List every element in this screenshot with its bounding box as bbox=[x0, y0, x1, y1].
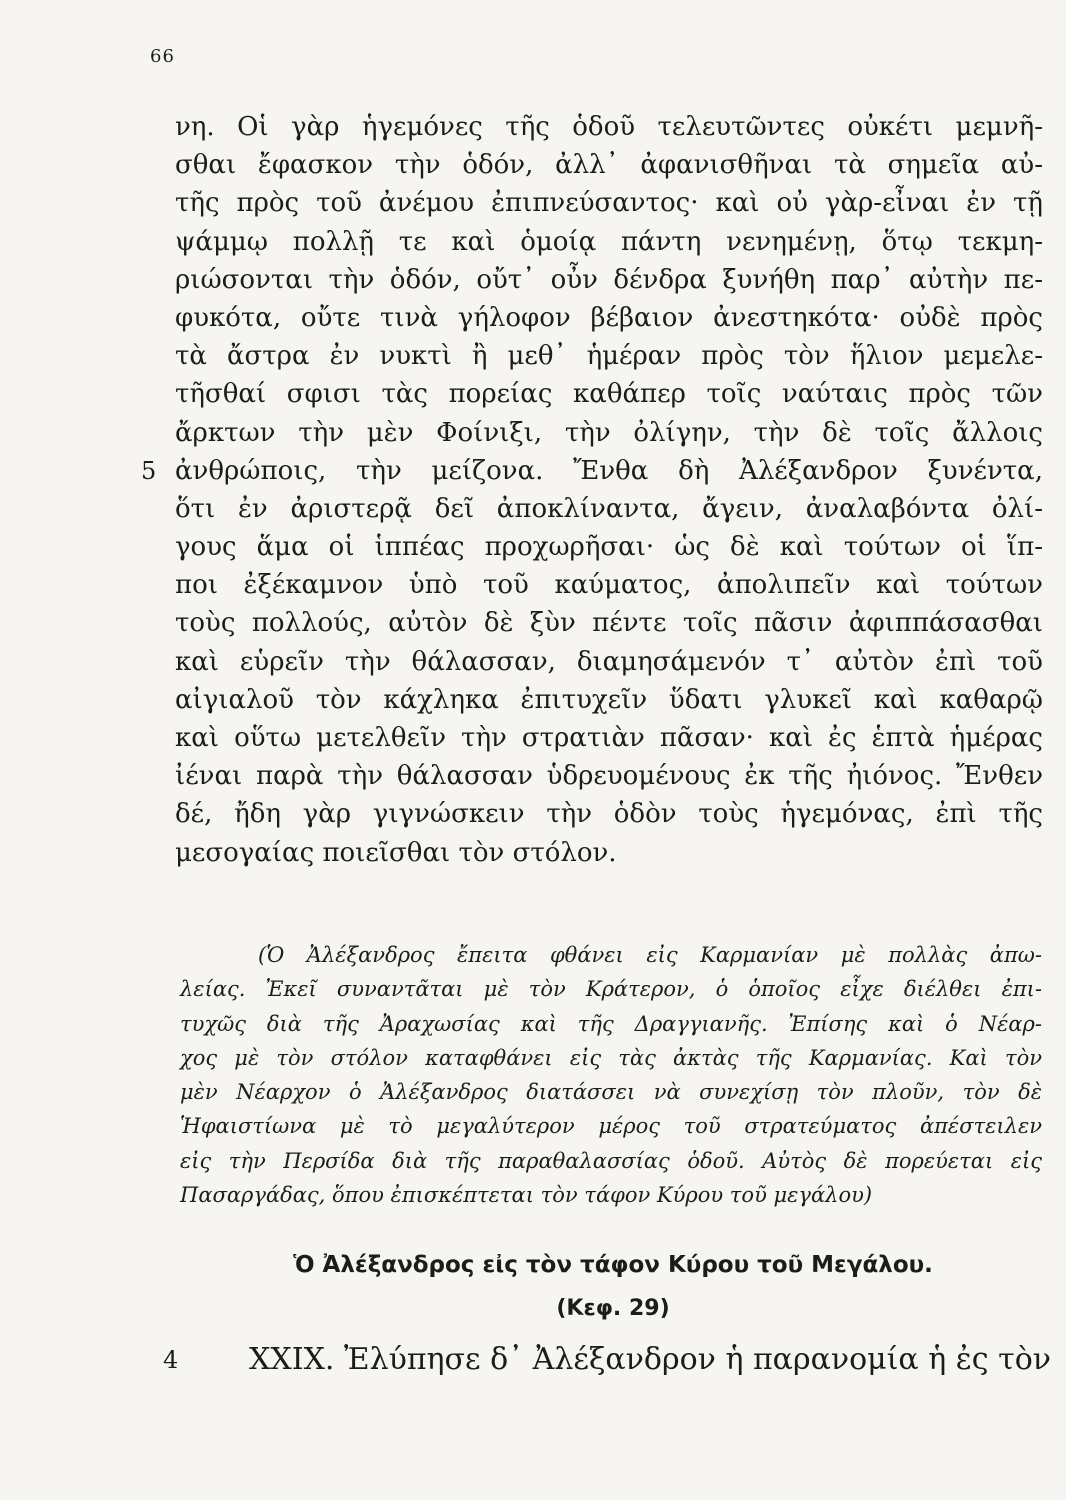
text-line: τῆσθαί σφισι τὰς πορείας καθάπερ τοῖς ναύταις πρὸς τῶν bbox=[175, 379, 1043, 410]
section-subtitle: (Κεφ. 29) bbox=[556, 1296, 670, 1321]
text-line: γους ἅμα οἱ ἱππέας προχωρῆσαι· ὡς δὲ καὶ τούτων οἱ ἵπ- bbox=[175, 532, 1043, 563]
text-line: τὰ ἄστρα ἐν νυκτὶ ἢ μεθ᾽ ἡμέραν πρὸς τὸν ἥλιον μεμελε- bbox=[175, 341, 1043, 372]
text-line: σθαι ἔφασκον τὴν ὁδόν, ἀλλ᾽ ἀφανισθῆναι τὰ σημεῖα αὐ- bbox=[175, 150, 1043, 181]
text-line: ριώσονται τὴν ὁδόν, οὔτ᾽ οὖν δένδρα ξυνήθη παρ᾽ αὐτὴν πε- bbox=[175, 264, 1043, 295]
summary-line: μὲν Νέαρχον ὁ Ἀλέξανδρος διατάσσει νὰ συνεχίσῃ τὸν πλοῦν, τὸν δὲ bbox=[180, 1080, 1042, 1105]
text-line: καὶ εὑρεῖν τὴν θάλασσαν, διαμησάμενόν τ᾽ αὐτὸν ἐπὶ τοῦ bbox=[175, 646, 1043, 677]
margin-line-number: 5 bbox=[141, 456, 157, 485]
text-line: ἰέναι παρὰ τὴν θάλασσαν ὑδρευομένους ἐκ τῆς ἠιόνος. Ἔνθεν bbox=[175, 761, 1043, 792]
text-line: ὅτι ἐν ἀριστερᾷ δεῖ ἀποκλίναντα, ἄγειν, ἀναλαβόντα ὀλί- bbox=[175, 493, 1043, 524]
chapter-opening-line: XXIX. Ἐλύπησε δ᾽ Ἀλέξανδρον ἡ παρανομία ἡ ἐς τὸν bbox=[249, 1342, 1052, 1377]
text-line: νη. Οἱ γὰρ ἡγεμόνες τῆς ὁδοῦ τελευτῶντες οὐκέτι μεμνῆ- bbox=[175, 112, 1043, 142]
summary-line: Πασαργάδας, ὅπου ἐπισκέπτεται τὸν τάφον Κύρου τοῦ μεγάλου) bbox=[180, 1183, 873, 1208]
page-number: 66 bbox=[150, 46, 175, 67]
text-line: φυκότα, οὔτε τινὰ γήλοφον βέβαιον ἀνεστηκότα· οὐδὲ πρὸς bbox=[175, 302, 1043, 333]
text-line: τῆς πρὸς τοῦ ἀνέμου ἐπιπνεύσαντος· καὶ οὐ γὰρ-εἶναι ἐν τῇ bbox=[175, 188, 1043, 219]
summary-line: (Ὁ Ἀλέξανδρος ἔπειτα φθάνει εἰς Καρμανίαν μὲ πολλὰς ἀπω- bbox=[258, 943, 1042, 967]
summary-line: λείας. Ἐκεῖ συναντᾶται μὲ τὸν Κράτερον, ὁ ὁποῖος εἶχε διέλθει ἐπι- bbox=[180, 977, 1042, 1002]
summary-paragraph bbox=[180, 938, 1042, 1212]
summary-line: τυχῶς διὰ τῆς Ἀραχωσίας καὶ τῆς Δραγγιανῆς. Ἐπίσης καὶ ὁ Νέαρ- bbox=[180, 1011, 1042, 1036]
text-line: τοὺς πολλούς, αὐτὸν δὲ ξὺν πέντε τοῖς πᾶσιν ἀφιππάσασθαι bbox=[175, 608, 1043, 639]
text-line: καὶ οὕτω μετελθεῖν τὴν στρατιὰν πᾶσαν· καὶ ἐς ἑπτὰ ἡμέρας bbox=[175, 723, 1043, 753]
section-title: Ὁ Ἀλέξανδρος εἰς τὸν τάφον Κύρου τοῦ Μεγάλου. bbox=[293, 1252, 933, 1278]
text-line: ψάμμῳ πολλῇ τε καὶ ὁμοίᾳ πάντη νενημένῃ, ὅτῳ τεκμη- bbox=[175, 226, 1043, 257]
summary-line: εἰς τὴν Περσίδα διὰ τῆς παραθαλασσίας ὁδοῦ. Αὐτὸς δὲ πορεύεται εἰς bbox=[180, 1148, 1042, 1173]
text-line: αἰγιαλοῦ τὸν κάχληκα ἐπιτυχεῖν ὕδατι γλυκεῖ καὶ καθαρῷ bbox=[175, 684, 1043, 715]
text-line-content: ἀνθρώποις, τὴν μείζονα. Ἔνθα δὴ Ἀλέξανδρον ξυνέντα, bbox=[175, 455, 1043, 486]
main-text bbox=[141, 108, 1043, 872]
text-line: μεσογαίας ποιεῖσθαι τὸν στόλον. bbox=[175, 837, 617, 868]
text-line: ἄρκτων τὴν μὲν Φοίνιξι, τὴν ὀλίγην, τὴν δὲ τοῖς ἄλλοις bbox=[175, 417, 1043, 448]
summary-line: χος μὲ τὸν στόλον καταφθάνει εἰς τὰς ἀκτὰς τῆς Καρμανίας. Καὶ τὸν bbox=[180, 1045, 1042, 1070]
text-line: δέ, ἤδη γὰρ γιγνώσκειν τὴν ὁδὸν τοὺς ἡγεμόνας, ἐπὶ τῆς bbox=[175, 799, 1043, 830]
summary-line: Ἡφαιστίωνα μὲ τὸ μεγαλύτερον μέρος τοῦ στρατεύματος ἀπέστειλεν bbox=[180, 1114, 1042, 1139]
margin-line-number: 4 bbox=[163, 1346, 179, 1374]
text-line-with-margin-number bbox=[141, 452, 1043, 490]
text-line: ποι ἐξέκαμνον ὑπὸ τοῦ καύματος, ἀπολιπεῖν καὶ τούτων bbox=[175, 570, 1043, 601]
